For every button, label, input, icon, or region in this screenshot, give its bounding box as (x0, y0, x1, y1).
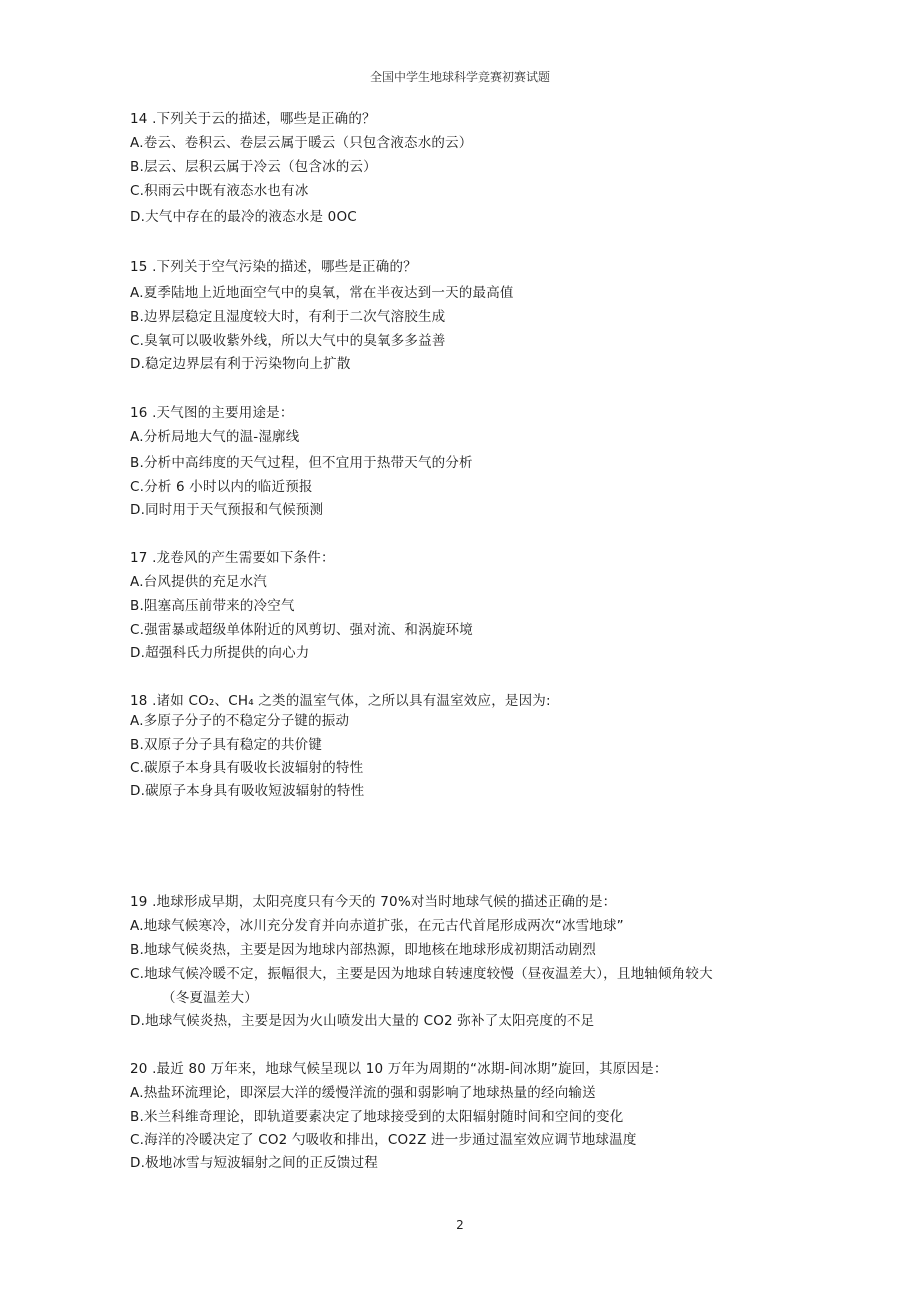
question-17-option-d: D.超强科氏力所提供的向心力 (130, 645, 310, 661)
question-15-option-c: C.臭氧可以吸收紫外线，所以大气中的臭氧多多益善 (130, 333, 446, 349)
question-17-option-b: B.阻塞高压前带来的冷空气 (130, 598, 295, 614)
question-14-option-c: C.积雨云中既有液态水也有冰 (130, 183, 309, 199)
question-19-option-c: C.地球气候冷暖不定，振幅很大，主要是因为地球自转速度较慢（昼夜温差大），且地轴倾角较大 (130, 966, 713, 982)
question-17-option-c: C.强雷暴或超级单体附近的风剪切、强对流、和涡旋环境 (130, 622, 473, 638)
question-18-option-a: A.多原子分子的不稳定分子键的振动 (130, 713, 350, 729)
question-18-stem: 18 .诸如 CO₂、CH₄ 之类的温室气体，之所以具有温室效应，是因为: (130, 693, 551, 709)
question-17-option-a: A.台风提供的充足水汽 (130, 574, 267, 590)
question-14-option-b: B.层云、层积云属于冷云（包含冰的云） (130, 159, 377, 175)
question-20-option-a: A.热盐环流理论，即深层大洋的缓慢洋流的强和弱影响了地球热量的经向输送 (130, 1085, 596, 1101)
question-20-option-b: B.米兰科维奇理论，即轨道要素决定了地球接受到的太阳辐射随时间和空间的变化 (130, 1109, 624, 1125)
question-20-option-d: D.极地冰雪与短波辐射之间的正反馈过程 (130, 1155, 378, 1171)
question-15-option-b: B.边界层稳定且湿度较大时，有利于二次气溶胶生成 (130, 309, 446, 325)
question-17-stem: 17 .龙卷风的产生需要如下条件： (130, 550, 335, 566)
question-15-option-a: A.夏季陆地上近地面空气中的臭氧，常在半夜达到一天的最高值 (130, 285, 514, 301)
question-14-option-d: D.大气中存在的最冷的液态水是 0OC (130, 209, 357, 225)
question-14-stem: 14 .下列关于云的描述，哪些是正确的？ (130, 111, 376, 127)
question-14-option-a: A.卷云、卷积云、卷层云属于暖云（只包含液态水的云） (130, 135, 473, 151)
question-19-stem: 19 .地球形成早期，太阳亮度只有今天的 70%对当时地球气候的描述正确的是： (130, 894, 617, 910)
question-19-option-d: D.地球气候炎热，主要是因为火山喷发出大量的 CO2 弥补了太阳亮度的不足 (130, 1013, 595, 1029)
question-19-option-a: A.地球气候寒冷，冰川充分发育并向赤道扩张，在元古代首尾形成两次“冰雪地球” (130, 918, 624, 934)
question-16-stem: 16 .天气图的主要用途是： (130, 405, 294, 421)
question-19-option-b: B.地球气候炎热，主要是因为地球内部热源，即地核在地球形成初期活动剧烈 (130, 942, 597, 958)
question-16-option-d: D.同时用于天气预报和气候预测 (130, 502, 324, 518)
question-16-option-a: A.分析局地大气的温-湿廓线 (130, 429, 300, 445)
question-15-stem: 15 .下列关于空气污染的描述，哪些是正确的？ (130, 259, 417, 275)
question-18-option-b: B.双原子分子具有稳定的共价键 (130, 737, 323, 753)
question-18-option-d: D.碳原子本身具有吸收短波辐射的特性 (130, 783, 365, 799)
question-18-option-c: C.碳原子本身具有吸收长波辐射的特性 (130, 760, 364, 776)
question-15-option-d: D.稳定边界层有利于污染物向上扩散 (130, 356, 351, 372)
question-20-stem: 20 .最近 80 万年来，地球气候呈现以 10 万年为周期的“冰期-间冰期”旋回，其原因是： (130, 1061, 668, 1077)
page-number: 2 (456, 1218, 464, 1232)
page-header: 全国中学生地球科学竞赛初赛试题 (369, 70, 550, 84)
question-20-option-c: C.海洋的冷暖决定了 CO2 勺吸收和排出，CO2Z 进一步通过温室效应调节地球温度 (130, 1132, 637, 1148)
question-16-option-c: C.分析 6 小时以内的临近预报 (130, 479, 313, 495)
question-16-option-b: B.分析中高纬度的天气过程，但不宜用于热带天气的分析 (130, 455, 473, 471)
question-19-option-c-continued: （冬夏温差大） (162, 990, 258, 1006)
